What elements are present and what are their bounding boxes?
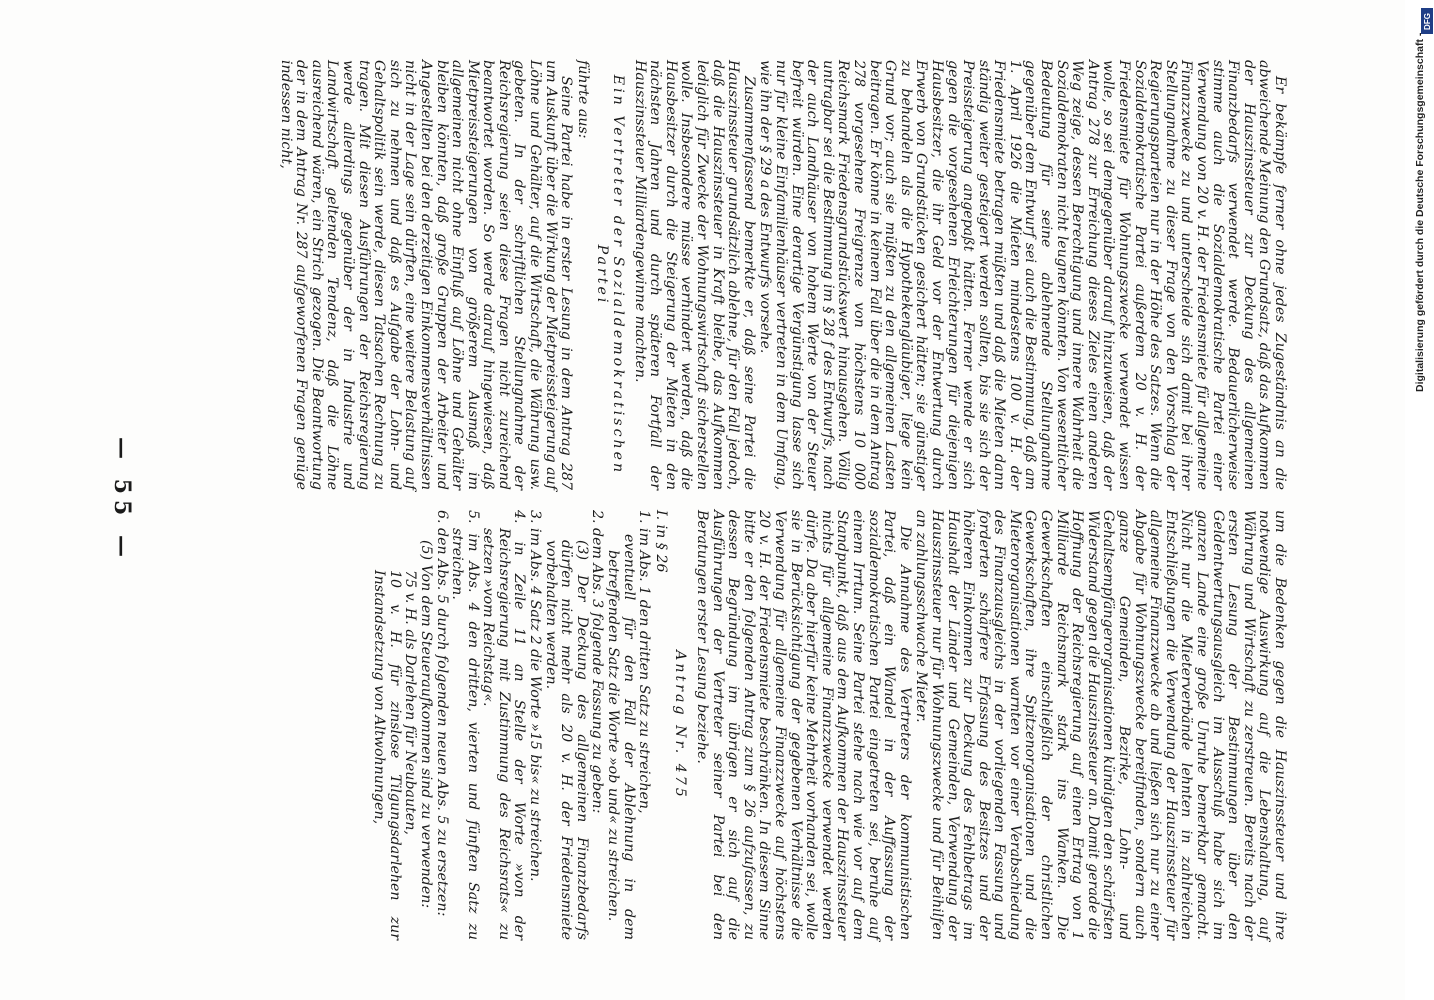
paragraph: 2. dem Abs. 3 folgende Fassung zu geben:: [589, 510, 606, 814]
digitization-credit: Digitalisierung gefördert durch die Deutsche Forschungsgemeinschaft -: [1414, 32, 1426, 392]
page-number: — 55 —: [109, 437, 135, 563]
paragraph: Zusammenfassend bemerkte er, daß seine Partei die Hauszinssteuer grundsätzlich ablehne, für den Fall jedoch, daß die Hauszinssteuer in Kraft bleibe, das Aufkommen lediglich für Zwecke der Wohnungswirtschaft sicherstellen wolle. Insbesondere müsse verhindert werden, daß die Hausbesitzer durch die Steigerung der Mieten in den nächsten Jahren und durch späteren Fortfall der Hauszinssteuer Milliardengewinne machten.: [631, 60, 757, 490]
paragraph: 4. in Zeile 11 an Stelle der Worte »von der Reichsregierung mit Zustimmung des Reichsrats« zu setzen »vom Reichstag«.: [480, 510, 528, 940]
paragraph: 3. im Abs. 4 Satz 2 die Worte »15 bis« zu streichen.: [527, 510, 544, 882]
left-column: [145, 60, 1287, 490]
paragraph: führte aus:: [574, 60, 591, 139]
paragraph: um die Bedenken gegen die Hauszinssteuer und ihre notwendige Auswirkung auf die Lebenshaltung, auf Währung und Wirtschaft zu zerstreuen. Bereits nach der ersten Lesung der Bestimmungen über den Geldentwertungsausgleich im Ausschuß habe sich im ganzen Lande eine große Unruhe bemerkbar gemacht. Nicht nur die Mieterverbände lehnten in zahlreichen Entschließungen die Verwendung der Hauszinssteuer für allgemeine Finanzzwecke ab und ließen sich nur zu einer Abgabe für Wohnungszwecke bereitfinden, sondern auch ganze Gemeinden, Bezirke, Lohn- und Gehaltsempfängerorganisationen kündigten den schärfsten Widerstand gegen die Hauszinssteuer an. Damit gerade die Hoffnung der Reichsregierung auf einen Ertrag von 1 Milliarde Reichsmark stark ins Wanken. Die Gewerkschaften einschließlich der christlichen Gewerkschaften, ihre Spitzenorganisationen und die Mieterorganisationen warnten vor einer Verabschiedung des Finanzausgleichs in der vorliegenden Fassung und forderten schärfere Erfassung des Besitzes und der höheren Einkommen zur Deckung des Fehlbetrags im Haushalt der Länder und Gemeinden, Verwendung der Hauszinssteuer nur für Wohnungszwecke und für Beihilfen an zahlungsschwache Mieter.: [913, 510, 1288, 940]
paragraph: 6. den Abs. 5 durch folgenden neuen Abs. 5 zu ersetzen:: [433, 510, 450, 917]
paragraph: 5. im Abs. 4 den dritten, vierten und fünften Satz zu streichen.: [449, 510, 481, 940]
right-column: [145, 510, 1287, 940]
paragraph: 1. im Abs. 1 den dritten Satz zu streichen,: [636, 510, 653, 814]
dfg-logo: [1421, 8, 1433, 34]
dfg-logo-text: DFG: [1422, 12, 1432, 30]
paragraph: Seine Partei habe in erster Lesung in dem Antrag 287 um Auskunft über die Wirkung der Mietpreissteigerung auf Löhne und Gehälter, auf die Wirtschaft, die Währung usw. gebeten. In der schriftlichen Stellungnahme der Reichsregierung seien diese Fragen nicht zureichend beantwortet worden. So werde darauf hingewiesen, daß Mietpreissteigerungen von größerem Ausmaß im allgemeinen nicht ohne Einfluß auf Löhne und Gehälter bleiben könnten, daß große Gruppen der Arbeiter und Angestellten bei den derzeitigen Einkommensverhältnissen nicht in der Lage sein dürften, eine weitere Belastung auf sich zu nehmen und daß es Aufgabe der Lohn- und Gehaltspolitik sein werde, diesen Tatsachen Rechnung zu tragen. Mit diesen Ausführungen der Reichsregierung werde allerdings gegenüber der in Industrie und Landwirtschaft geltenden Tendenz, daß die Löhne ausreichend wären, ein Strich gezogen. Die Beantwortung der in dem Antrag Nr. 287 aufgeworfenen Fragen genüge indessen nicht,: [277, 60, 575, 490]
paragraph: eventuell für den Fall der Ablehnung in dem betreffenden Satz die Worte »ob und« zu streichen.: [605, 534, 637, 940]
paragraph: 75 v. H. als Darlehen für Neubauten,: [402, 570, 419, 835]
section-heading: Antrag Nr. 475: [672, 650, 689, 800]
section-heading: Ein Vertreter der Sozialdemokratischen Partei: [594, 74, 627, 476]
paragraph: 10 v. H. für zinslose Tilgungsdarlehen zur Instandsetzung von Altwohnungen,: [371, 570, 403, 940]
paragraph: I. in § 26: [652, 510, 669, 573]
paragraph: (5) Von dem Steueraufkommen sind zu verwenden:: [417, 540, 434, 909]
paragraph: Die Annahme des Vertreters der kommunistischen Partei, daß ein Wandel in der Auffassung der sozialdemokratischen Partei eingetreten sei, beruhe auf einem Irrtum. Seine Partei stehe nach wie vor auf dem Standpunkt, daß aus dem Aufkommen der Hauszinssteuer nichts für allgemeine Finanzzwecke verwendet werden dürfe. Da aber hierfür keine Mehrheit vorhanden sei, wolle sie in Berücksichtigung der gegebenen Verhältnisse die Verwendung für allgemeine Finanzzwecke auf höchstens 20 v. H. der Friedensmiete beschränken. In diesem Sinne bitte er den folgenden Antrag zum § 26 aufzufassen, zu dessen Begründung im übrigen er sich auf die Ausführungen der Vertreter seiner Partei bei den Beratungen erster Lesung beziehe.: [694, 510, 913, 940]
paragraph: (3) Der Deckung des allgemeinen Finanzbedarfs dürfen nicht mehr als 20 v. H. der Friedensmiete vorbehalten werden.: [542, 540, 590, 940]
paragraph: Er bekämpfe ferner ohne jedes Zugeständnis an die abweichende Meinung den Grundsatz, daß das Aufkommen der Hauszinssteuer zur Deckung des allgemeinen Finanzbedarfs verwendet werde. Bedauerlicherweise stimme auch die Sozialdemokratische Partei einer Verwendung von 20 v. H. der Friedensmiete für allgemeine Finanzzwecke zu und unterscheide sich damit bei ihrer Stellungnahme zu dieser Frage von den Vorschlag der Regierungsparteien nur in der Höhe des Satzes. Wenn die Sozialdemokratische Partei außerdem 20 v. H. der Friedensmiete für Wohnungszwecke verwendet wissen wolle, so sei demgegenüber darauf hinzuweisen, daß der Antrag 278 zur Erreichung dieses Zieles einen anderen Weg zeige, dessen Berechtigung und innere Wahrheit die Sozialdemokraten nicht leugnen könnten. Von wesentlicher Bedeutung für seine ablehnende Stellungnahme gegenüber dem Entwurf sei auch die Bestimmung, daß am 1. April 1926 die Mieten mindestens 100 v. H. der Friedensmiete betragen müßten und daß die Mieten dann ständig weiter gesteigert werden sollten, bis sie sich der Preissteigerung angepaßt hätten. Ferner wende er sich gegen die vorgesehenen Erleichterungen für diejenigen Hausbesitzer, die ihr Geld vor der Entwertung durch Erwerb von Grundstücken gesichert hätten; sie günstiger zu behandeln als die Hypothekengläubiger, liege kein Grund vor; auch sie müßten zu den allgemeinen Lasten beitragen. Er könne in keinem Fall über die in dem Antrag 278 vorgesehene Freigrenze von höchstens 10 000 Reichsmark Friedensgrundstückswert hinausgehen. Völlig untragbar sei die Bestimmung im § 28 f des Entwurfs, nach der auch Landhäuser von hohem Werte von der Steuer befreit würden. Eine derartige Vergünstigung lasse sich nur für kleine Einfamilienhäuser vertreten in dem Umfang, wie ihn der § 29 a des Entwurfs vorsehe.: [757, 60, 1288, 490]
